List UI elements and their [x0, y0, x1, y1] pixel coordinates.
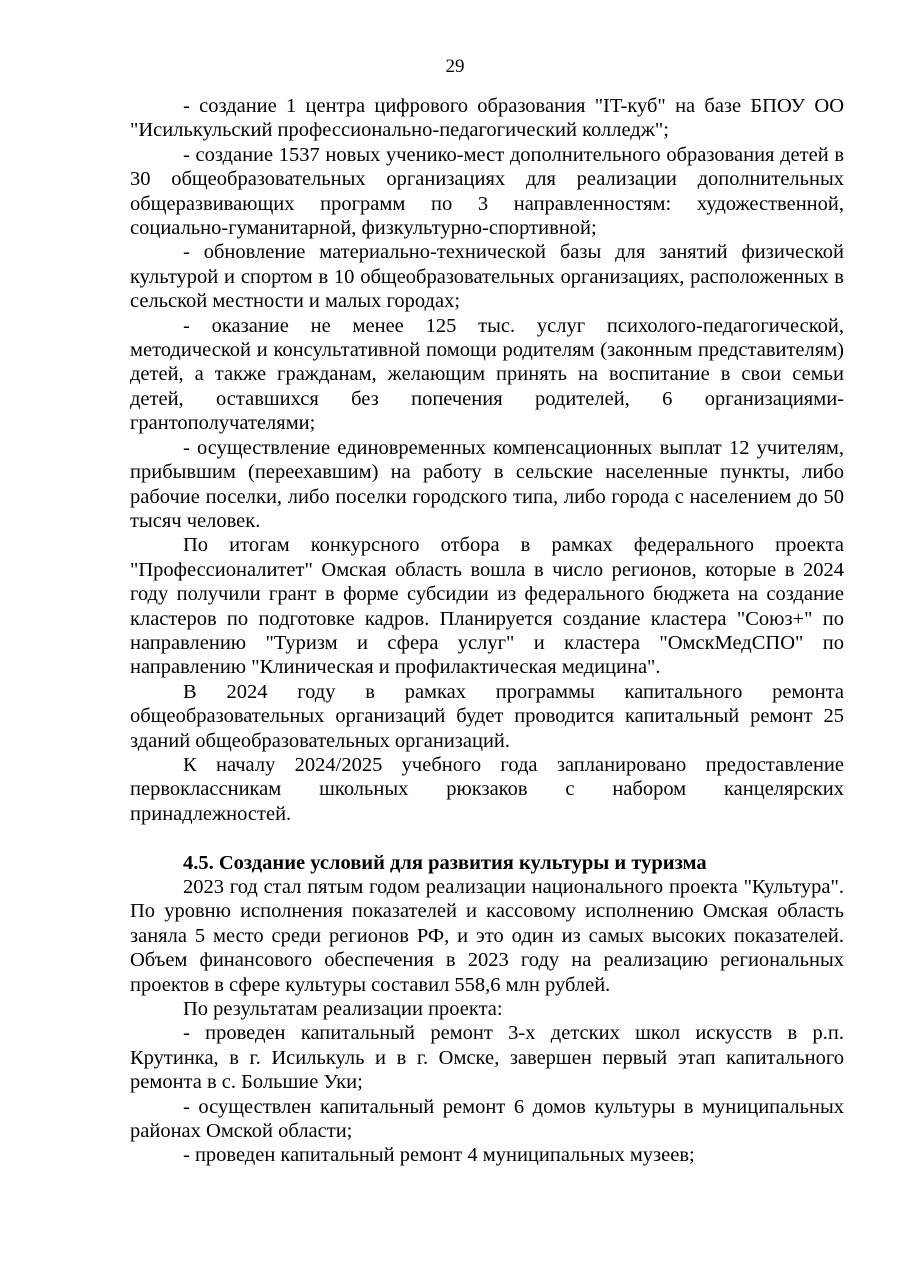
paragraph-student-places: - создание 1537 новых ученико-мест дополнительного образования детей в 30 общеобразовательных организациях для реализации дополнительных общеразвивающих программ по 3 направленностям: художественной, социально-гуманитарной, физкультурно-спортивной;	[130, 143, 844, 240]
page-number: 29	[445, 56, 465, 77]
section-heading: 4.5. Создание условий для развития культуры и туризма	[183, 851, 707, 874]
paragraph-sports-base: - обновление материально-технической базы для занятий физической культурой и спортом в 10 общеобразовательных организациях, расположенных в сельской местности и малых городах;	[130, 241, 844, 313]
paragraph-backpacks: К началу 2024/2025 учебного года запланировано предоставление первоклассникам школьных рюкзаков с набором канцелярских принадлежностей.	[130, 753, 844, 825]
paragraph-capital-repair: В 2024 году в рамках программы капитального ремонта общеобразовательных организаций будет проводится капитальный ремонт 25 зданий общеобразовательных организаций.	[130, 680, 844, 752]
paragraph-museums: - проведен капитальный ремонт 4 муниципальных музеев;	[183, 1144, 695, 1167]
paragraph-culture-houses: - осуществлен капитальный ремонт 6 домов культуры в муниципальных районах Омской области;	[130, 1095, 844, 1143]
paragraph-professionalitet: По итогам конкурсного отбора в рамках федерального проекта "Профессионалитет" Омская область вошла в число регионов, которые в 2024 году получили грант в форме субсидии из федерального бюджета на создание кластеров по подготовке кадров. Планируется создание кластера "Союз+" по направлению "Туризм и сфера услуг" и кластера "ОмскМедСПО" по направлению "Клиническая и профилактическая медицина".	[130, 534, 844, 679]
paragraph-consulting-services: - оказание не менее 125 тыс. услуг психолого-педагогической, методической и консультативной помощи родителям (законным представителям) детей, а также гражданам, желающим принять на воспитание в свои семьи детей, оставшихся без попечения родителей, 6 организациями-грантополучателями;	[130, 314, 844, 435]
paragraph-culture-project: 2023 год стал пятым годом реализации национального проекта "Культура". По уровню исполнения показателей и кассовому исполнению Омская область заняла 5 место среди регионов РФ, и это один из самых высоких показателей. Объем финансового обеспечения в 2023 году на реализацию региональных проектов в сфере культуры составил 558,6 млн рублей.	[130, 875, 844, 996]
paragraph-teacher-payments: - осуществление единовременных компенсационных выплат 12 учителям, прибывшим (переехавшим) на работу в сельские населенные пункты, либо рабочие поселки, либо поселки городского типа, либо города с населением до 50 тысяч человек.	[130, 436, 844, 532]
document-body	[130, 94, 844, 1168]
paragraph-art-schools: - проведен капитальный ремонт 3-х детских школ искусств в р.п. Крутинка, в г. Исилькуль и в г. Омске, завершен первый этап капитального ремонта в с. Большие Уки;	[130, 1022, 844, 1094]
paragraph-it-cube: - создание 1 центра цифрового образования "IT-куб" на базе БПОУ ОО "Исилькульский профессионально-педагогический колледж";	[130, 95, 844, 142]
paragraph-results-intro: По результатам реализации проекта:	[183, 998, 503, 1021]
